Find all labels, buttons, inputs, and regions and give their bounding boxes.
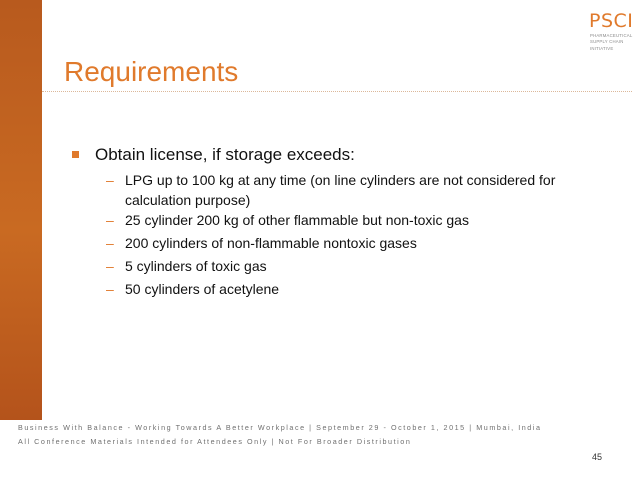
dash-icon: –: [106, 235, 114, 251]
sub-item-text: 25 cylinder 200 kg of other flammable but non-toxic gas: [125, 212, 469, 228]
sub-item-text: 5 cylinders of toxic gas: [125, 258, 267, 274]
logo-subtitle-line: INITIATIVE: [590, 45, 614, 51]
sub-item: [106, 256, 267, 276]
dash-icon: –: [106, 212, 114, 228]
page-number: 45: [592, 452, 603, 462]
main-bullet-text: Obtain license, if storage exceeds:: [95, 145, 355, 164]
footer-disclaimer-line: All Conference Materials Intended for Attendees Only | Not For Broader Distribution: [18, 437, 412, 446]
sub-item: [106, 279, 280, 299]
dash-icon: –: [106, 281, 114, 297]
main-bullet: [95, 145, 355, 165]
sub-item: [106, 233, 417, 253]
footer-event-line: Business With Balance - Working Towards A Better Workplace | September 29 - October 1, 2015 | Mumbai, India: [18, 423, 542, 432]
slide-title: Requirements: [64, 56, 239, 87]
title-divider: [42, 91, 632, 92]
psci-logo: [584, 8, 638, 68]
sub-item-text: 50 cylinders of acetylene: [125, 281, 280, 297]
sub-item-text: 200 cylinders of non-flammable nontoxic gases: [125, 235, 417, 251]
logo-subtitle-line: PHARMACEUTICAL: [590, 33, 633, 38]
logo-subtitle-line: SUPPLY CHAIN: [590, 39, 624, 45]
left-accent-bar: [0, 0, 42, 420]
dash-icon: –: [106, 172, 114, 188]
logo-wordmark: PSCI: [589, 10, 634, 32]
square-bullet-icon: [72, 151, 79, 158]
sub-item: [106, 170, 595, 210]
sub-item: [106, 210, 469, 230]
dash-icon: –: [106, 258, 114, 274]
sub-item-text: LPG up to 100 kg at any time (on line cylinders are not considered for calculation purpose): [125, 172, 556, 208]
logo-subtitle: [590, 33, 638, 52]
